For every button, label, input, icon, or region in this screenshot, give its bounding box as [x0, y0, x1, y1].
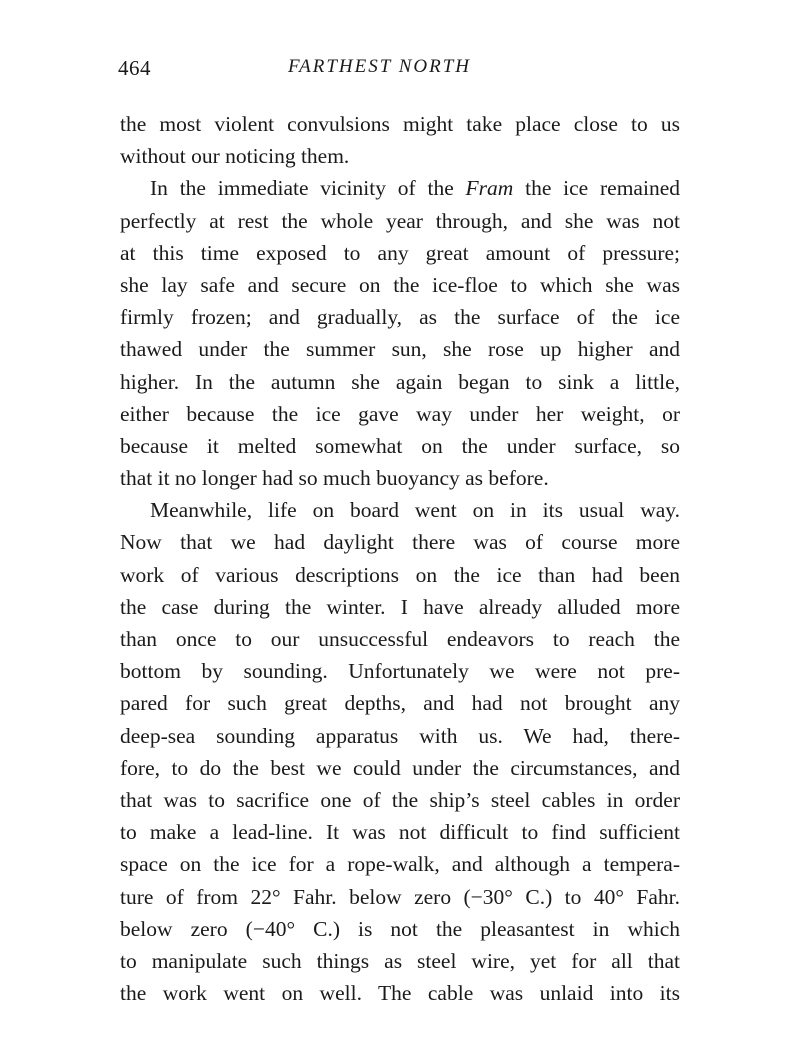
text-line: Now that we had daylight there was of course more — [120, 530, 680, 555]
text-line: at this time exposed to any great amount of pressure; — [120, 240, 680, 265]
text-line: thawed under the summer sun, she rose up higher and — [120, 337, 680, 362]
text-line: that it no longer had so much buoyancy as before. — [120, 466, 549, 491]
text-line: space on the ice for a rope-walk, and although a tempera- — [120, 852, 680, 877]
text-line: that was to sacrifice one of the ship’s steel cables in order — [120, 787, 680, 812]
text-line: because it melted somewhat on the under surface, so — [120, 433, 680, 458]
text-line: pared for such great depths, and had not brought any — [120, 691, 680, 716]
text-segment: the ice remained — [513, 176, 680, 201]
text-line: to manipulate such things as steel wire, yet for all that — [120, 948, 680, 973]
text-line: the case during the winter. I have already alluded more — [120, 594, 680, 619]
text-line: Meanwhile, life on board went on in its usual way. — [150, 498, 680, 523]
text-line: the work went on well. The cable was unlaid into its — [120, 981, 680, 1006]
text-line — [120, 172, 680, 204]
text-line: bottom by sounding. Unfortunately we were not pre- — [120, 659, 680, 684]
text-line: perfectly at rest the whole year through, and she was not — [120, 208, 680, 233]
text-line: to make a lead-line. It was not difficult to find sufficient — [120, 820, 680, 845]
text-line: deep-sea sounding apparatus with us. We had, there- — [120, 723, 680, 748]
text-line: she lay safe and secure on the ice-floe to which she was — [120, 272, 680, 297]
text-line: than once to our unsuccessful endeavors to reach the — [120, 627, 680, 651]
text-line: the most violent convulsions might take place close to us — [120, 112, 680, 136]
text-line: higher. In the autumn she again began to sink a little, — [120, 369, 680, 394]
ship-name-italic: Fram — [465, 176, 514, 201]
text-segment: In the immediate vicinity of the — [150, 176, 466, 201]
text-line: ture of from 22° Fahr. below zero (−30° C.) to 40° Fahr. — [120, 884, 680, 909]
text-line: either because the ice gave way under her weight, or — [120, 401, 680, 426]
page-number: 464 — [118, 56, 151, 80]
body-text — [120, 108, 680, 1009]
running-head: FARTHEST NORTH — [288, 56, 472, 77]
text-line: below zero (−40° C.) is not the pleasantest in which — [120, 916, 680, 941]
text-line: fore, to do the best we could under the circumstances, and — [120, 755, 680, 780]
page-header — [118, 56, 683, 86]
text-line: firmly frozen; and gradually, as the surface of the ice — [120, 305, 680, 330]
text-line: work of various descriptions on the ice than had been — [120, 562, 680, 587]
text-line: without our noticing them. — [120, 144, 350, 169]
